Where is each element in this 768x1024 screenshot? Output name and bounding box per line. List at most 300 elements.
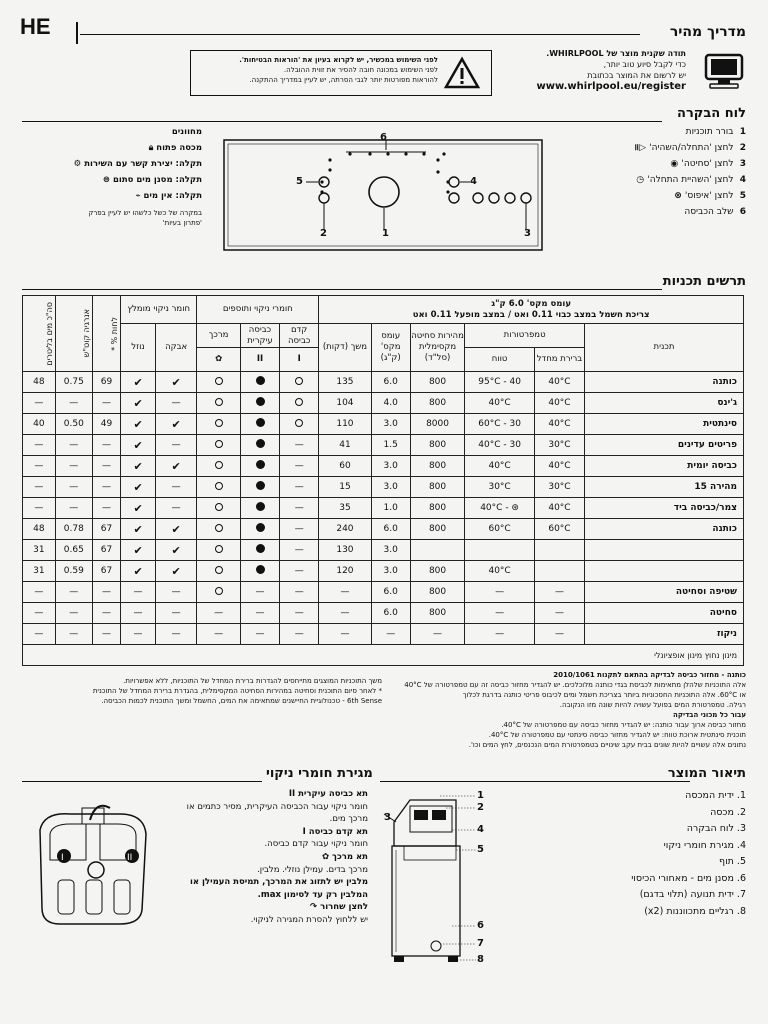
cell-soft [197, 561, 241, 582]
drawer-line: מרכך בדים. עמילן נוזלי. מלבין. [257, 864, 368, 875]
drawer-block-head: תא קדם כביסה I [302, 826, 368, 837]
cell-powder: ✔ [155, 540, 196, 561]
product-title: תיאור המוצר [667, 766, 746, 781]
softener-icon: ✿ [197, 348, 241, 372]
cell-pre: — [280, 540, 319, 561]
cell-spin: 800 [410, 561, 464, 582]
liquid-header: נוזל [121, 324, 156, 372]
cell-spin: 800 [410, 372, 464, 393]
range-header: טווח [465, 348, 535, 372]
spin-header: מהירות סחיטה מקסימלית (סל"ד) [410, 324, 464, 372]
cell-load: 6.0 [371, 582, 410, 603]
table-row [23, 603, 744, 624]
service-icon: ⚙ [73, 159, 82, 169]
cell-name [585, 540, 744, 561]
lock-icon: 🔒︎ [148, 143, 154, 153]
register-link[interactable]: www.whirlpool.eu/register [536, 81, 686, 92]
cell-powder: ✔ [155, 414, 196, 435]
cell-dur: 104 [319, 393, 371, 414]
cell-soft [197, 372, 241, 393]
cell-powder: — [155, 393, 196, 414]
drawer-line: חומר ניקוי עבור הכביסה העיקרית, מסיר כתמים או [186, 801, 368, 812]
energy-header: אנרגיה קוט"ש [55, 296, 92, 372]
cell-range: 40°C [465, 393, 535, 414]
table-row [23, 372, 744, 393]
cell-hum: — [92, 456, 120, 477]
cell-soft [197, 498, 241, 519]
cell-spin: — [410, 624, 464, 645]
table-row [23, 582, 744, 603]
callout-4: 4 [477, 824, 484, 835]
notes-right [386, 670, 746, 750]
mainwash-icon: II [240, 348, 279, 372]
page-title: מדריך מהיר [669, 24, 746, 40]
section-rule [22, 121, 662, 122]
max-load-header: עומס מקס' (ק"ג) [371, 324, 410, 372]
indicators-title: מחוונים [171, 127, 202, 137]
cell-spin: 800 [410, 603, 464, 624]
cell-energy: 0.65 [55, 540, 92, 561]
start-pause-icon: ▷॥ [633, 143, 646, 153]
cell-energy: 0.78 [55, 519, 92, 540]
cell-load: 4.0 [371, 393, 410, 414]
table-row [23, 540, 744, 561]
cell-water: — [23, 498, 56, 519]
cell-dur: 41 [319, 435, 371, 456]
panel-callout-3: 3 [524, 228, 531, 239]
filter-icon: ⊜ [102, 175, 111, 185]
cell-pre [280, 414, 319, 435]
cell-water: — [23, 435, 56, 456]
cell-energy: — [55, 456, 92, 477]
cell-main [240, 519, 279, 540]
cell-energy: — [55, 603, 92, 624]
cell-main [240, 393, 279, 414]
prewash-icon: I [302, 826, 306, 837]
cell-def: 40°C [534, 372, 584, 393]
cell-liquid: — [121, 624, 156, 645]
cell-powder: — [155, 582, 196, 603]
product-list [576, 788, 746, 920]
panel-callout-1: 1 [382, 228, 389, 239]
svg-text:I: I [61, 853, 64, 863]
cell-soft [197, 477, 241, 498]
prewash-header: קדם כביסה [280, 324, 319, 348]
note-line: 6th Sense - טכנולוגיית החיישנים שמתאימה את המים, החשמל ומשך התוכנית לכמות הכביסה. [101, 697, 382, 705]
section-rule [380, 781, 690, 782]
cell-load: 6.0 [371, 603, 410, 624]
cell-soft [197, 435, 241, 456]
cell-water: 48 [23, 372, 56, 393]
cell-range: 40°C [465, 561, 535, 582]
cell-main [240, 540, 279, 561]
cp-item: 1 בורר תוכניות [685, 127, 746, 137]
cell-hum: — [92, 393, 120, 414]
cell-def: — [534, 603, 584, 624]
programs-table [22, 295, 744, 666]
product-item: 7. ידית תנועה (תלוי בדגם) [639, 889, 746, 900]
cell-load: 3.0 [371, 477, 410, 498]
cell-hum: 67 [92, 540, 120, 561]
mainwash-icon: II [288, 789, 296, 799]
drawer-text [156, 788, 368, 927]
cell-energy: 0.75 [55, 372, 92, 393]
note-subtitle: עבור כל מכוני הבדיקה [673, 711, 746, 719]
cell-def: 30°C [534, 435, 584, 456]
cell-water: — [23, 603, 56, 624]
washer-diagram [380, 786, 490, 972]
warning-icon [443, 56, 481, 90]
svg-text:II: II [127, 853, 133, 863]
notes-left [22, 676, 382, 706]
cell-powder: ✔ [155, 519, 196, 540]
cell-soft [197, 393, 241, 414]
cell-pre: — [280, 561, 319, 582]
note-line: רגילה. טמפרטורת המים בפועל עשויה להיות שונה מזו הנקובה. [559, 701, 746, 709]
cell-load: — [371, 624, 410, 645]
warning-line: לפני השימוש במכשיר, יש לקרוא בעיון את 'הוראות הבטיחות'. [239, 56, 438, 64]
drawer-line: מרכך מים. [329, 814, 368, 825]
header-rule [80, 34, 640, 35]
cell-load: 6.0 [371, 519, 410, 540]
product-item: 4. מגירת חומרי ניקוי [663, 839, 746, 851]
drawer-diagram [30, 800, 154, 930]
callout-6: 6 [477, 920, 484, 931]
product-item: 3. לוח הבקרה [686, 823, 746, 834]
cell-liquid: ✔ [121, 414, 156, 435]
cell-range: 30°C [465, 477, 535, 498]
callout-5: 5 [477, 844, 484, 855]
cell-powder: — [155, 624, 196, 645]
cell-def: 40°C [534, 498, 584, 519]
callout-8: 8 [477, 954, 484, 965]
cell-range: — [465, 603, 535, 624]
note-line: נתונים אלה עשויים להיות שונים בבית עקב שינויים בטמפרטורת המים הנכנסים, לחץ המים וכו'. [468, 741, 746, 749]
cell-dur: 120 [319, 561, 371, 582]
program-header: תכנית [585, 324, 744, 372]
cell-liquid: — [121, 603, 156, 624]
cp-item: 3 לחצן 'סחיטה' ◉ [670, 159, 746, 169]
no-water-icon: ⌁ [135, 191, 141, 201]
cell-hum: — [92, 477, 120, 498]
spin-icon: ◉ [670, 159, 679, 169]
control-panel-list [586, 124, 746, 220]
cell-energy: — [55, 624, 92, 645]
cp-item: 4 לחצן 'השהיית התחלה' ◷ [636, 175, 746, 185]
language-code: HE [20, 14, 51, 39]
cp-item: 5 לחצן 'איפוס' ⊗ [674, 191, 746, 201]
warning-text [190, 55, 438, 85]
cell-liquid: ✔ [121, 372, 156, 393]
cell-spin [410, 540, 464, 561]
cell-soft [197, 540, 241, 561]
cell-liquid: — [121, 582, 156, 603]
cell-energy: — [55, 393, 92, 414]
cell-hum: — [92, 582, 120, 603]
note-line: מחזור כביסה ארוך עבור כותנה: יש להגדיר מחזור כביסה עם טמפרטורה של 40°C. [501, 721, 746, 729]
product-item: 2. מכסה [710, 806, 746, 818]
cell-dur: 15 [319, 477, 371, 498]
drawer-line: חומר ניקוי עבור קדם כביסה. [264, 839, 368, 850]
cell-spin: 800 [410, 456, 464, 477]
callout-7: 7 [477, 938, 484, 949]
mainwash-header: כביסה עיקרית [240, 324, 279, 348]
drawer-line: מלבין יש לתזוג את המרכך, תמיסת העמילן או [189, 877, 368, 888]
cell-name: כביסה יומית [585, 456, 744, 477]
cell-load: 1.0 [371, 498, 410, 519]
panel-callout-5: 5 [296, 176, 303, 187]
cell-spin: 800 [410, 582, 464, 603]
cell-range: — [465, 582, 535, 603]
drawer-line: המלבין רק עד לסימון max. [257, 889, 368, 900]
table-row [23, 393, 744, 414]
section-rule [22, 781, 262, 782]
cp-item: 2 לחצן 'התחלה/השהיה' ▷॥ [633, 143, 746, 153]
cell-pre: — [280, 603, 319, 624]
cell-powder: — [155, 603, 196, 624]
panel-callout-6: 6 [380, 132, 387, 143]
product-item: 8. רגליים מתכווננות (x2) [644, 905, 746, 917]
cell-liquid: ✔ [121, 456, 156, 477]
cell-load: 1.5 [371, 435, 410, 456]
softener-header: מרכך [197, 324, 241, 348]
temp-header: טמפרטורות [465, 324, 585, 348]
cell-main: — [240, 582, 279, 603]
note-line: תוכנית סינתטית ארוכת טווח: יש להגדיר מחזור כביסה סינתטי עם טמפרטורה של 40°C. [488, 731, 746, 739]
cell-range: ⊛ - 40°C [465, 498, 535, 519]
cell-powder: — [155, 498, 196, 519]
table-row [23, 477, 744, 498]
cell-name: פריטים עדינים [585, 435, 744, 456]
cell-water: 31 [23, 540, 56, 561]
cell-dur: 130 [319, 540, 371, 561]
cell-energy: — [55, 498, 92, 519]
table-row [23, 435, 744, 456]
note-title: כותנה - מחזור כביסה לבדיקה בהתאם לתקנות 2010/1061 [553, 671, 746, 679]
drawer-block-head: לחצן שחרור ↷ [310, 902, 368, 913]
duration-header: משך (דקות) [319, 324, 371, 372]
cell-dur: 35 [319, 498, 371, 519]
cell-powder: — [155, 477, 196, 498]
cell-spin: 800 [410, 435, 464, 456]
cell-load: 3.0 [371, 561, 410, 582]
cell-name: ג'ינס [585, 393, 744, 414]
cell-hum: — [92, 498, 120, 519]
cell-dur: 60 [319, 456, 371, 477]
cell-def: 30°C [534, 477, 584, 498]
cell-load: 3.0 [371, 414, 410, 435]
cell-dur: — [319, 603, 371, 624]
drawer-block-head: תא כביסה עיקרית II [288, 789, 368, 799]
cell-def: — [534, 624, 584, 645]
warning-line: לפני השימוש במכונה חובה להסיר את זווית ההובלה. [283, 66, 438, 74]
cell-dur: — [319, 582, 371, 603]
cell-energy: — [55, 477, 92, 498]
cell-main [240, 372, 279, 393]
product-item: 6. מסנן מים - מאחורי הכיסוי [631, 872, 746, 884]
panel-callout-4: 4 [470, 176, 477, 187]
cell-hum: 69 [92, 372, 120, 393]
cell-powder: ✔ [155, 456, 196, 477]
cell-dur: 135 [319, 372, 371, 393]
cp-item: 6 שלב הכביסה [684, 207, 746, 217]
table-row [23, 414, 744, 435]
cell-pre [280, 393, 319, 414]
callout-1: 1 [477, 790, 484, 801]
note-line: 'פתרון בעיות' [162, 219, 202, 227]
table-row [23, 561, 744, 582]
cell-hum: — [92, 603, 120, 624]
cell-water: — [23, 393, 56, 414]
cell-liquid: ✔ [121, 519, 156, 540]
cell-energy: 0.59 [55, 561, 92, 582]
cell-hum: — [92, 624, 120, 645]
cell-pre: — [280, 477, 319, 498]
cell-name: מהירה 15 [585, 477, 744, 498]
indicator-item: תקלה: מסנן מים סתום ⊜ [102, 175, 202, 185]
cell-pre: — [280, 582, 319, 603]
cell-spin: 800 [410, 477, 464, 498]
cell-hum: 67 [92, 519, 120, 540]
callout-2: 2 [477, 802, 484, 813]
cell-load: 6.0 [371, 372, 410, 393]
cell-hum: 49 [92, 414, 120, 435]
drawer-title: מגירת חומרי ניקוי [266, 766, 373, 781]
cell-water: 40 [23, 414, 56, 435]
cell-pre: — [280, 435, 319, 456]
cell-liquid: ✔ [121, 393, 156, 414]
reset-icon: ⊗ [674, 191, 682, 201]
programs-title: תרשים תכניות [662, 274, 746, 289]
lang-divider [76, 22, 78, 44]
cell-range [465, 540, 535, 561]
cell-range: 60°C [465, 519, 535, 540]
cell-spin: 8000 [410, 414, 464, 435]
cell-dur: 110 [319, 414, 371, 435]
cell-spin: 800 [410, 498, 464, 519]
cell-hum: 67 [92, 561, 120, 582]
cell-def: 40°C [534, 456, 584, 477]
cell-liquid: ✔ [121, 477, 156, 498]
product-item: 1. ידית המכסה [685, 790, 746, 801]
cell-main [240, 414, 279, 435]
cell-pre: — [280, 498, 319, 519]
cell-water: — [23, 582, 56, 603]
cell-def: 40°C [534, 393, 584, 414]
cell-pre [280, 372, 319, 393]
note-line: במקרה של כשל כלשהו יש לעיין בפרק [88, 209, 202, 217]
cell-name: כותנה [585, 519, 744, 540]
indicator-item: תקלה: יצירת קשר עם השירות ⚙ [73, 159, 202, 169]
table-legend: מינון נחוץ מינון אופציונלי [23, 645, 744, 666]
table-row [23, 519, 744, 540]
cell-soft: — [197, 624, 241, 645]
cell-main [240, 498, 279, 519]
control-panel-title: לוח הבקרה [677, 106, 746, 121]
cell-name: סינתטית [585, 414, 744, 435]
cell-main [240, 435, 279, 456]
cell-energy: 0.50 [55, 414, 92, 435]
thanks-line: יש לרשום את המוצר בכתובת [587, 71, 686, 80]
cell-load: 3.0 [371, 540, 410, 561]
note-line: משך התוכניות המוצגים מתייחסים להגדרות ברירת המחדל של התוכניות, ללא אפשרויות. [123, 677, 382, 685]
cell-def: — [534, 582, 584, 603]
cell-powder: ✔ [155, 561, 196, 582]
cell-dur: 240 [319, 519, 371, 540]
drawer-line: יש ללחוץ להסרת המגירה לניקוי. [250, 914, 368, 925]
prewash-icon: I [280, 348, 319, 372]
cell-def: 40°C [534, 414, 584, 435]
cell-def [534, 540, 584, 561]
cell-liquid: ✔ [121, 540, 156, 561]
cell-water: — [23, 456, 56, 477]
cell-main: — [240, 624, 279, 645]
cell-pre: — [280, 624, 319, 645]
table-row [23, 456, 744, 477]
cell-soft: — [197, 603, 241, 624]
cell-liquid: ✔ [121, 498, 156, 519]
cell-name: צמר/כביסה ביד [585, 498, 744, 519]
indicator-note [22, 208, 202, 228]
cell-liquid: ✔ [121, 435, 156, 456]
cell-soft [197, 582, 241, 603]
indicators-list [22, 124, 202, 204]
warning-line: להוראות מפורטות יותר לגבי הסרתה, יש לעיין במדריך ההתקנה. [249, 76, 438, 84]
cell-range: 40°C [465, 456, 535, 477]
delay-clock-icon: ◷ [636, 175, 645, 185]
cell-water: 31 [23, 561, 56, 582]
cell-main [240, 456, 279, 477]
detergents-header: חומרי ניקוי ותוספים [197, 296, 319, 324]
cell-soft [197, 414, 241, 435]
cell-range: 30 - 60°C [465, 414, 535, 435]
indicator-item: מכסה פתוח 🔒︎ [148, 143, 202, 153]
cell-range: 40 - 95°C [465, 372, 535, 393]
cell-main [240, 561, 279, 582]
cell-main: — [240, 603, 279, 624]
cell-powder: ✔ [155, 372, 196, 393]
load-header: עומס מקס' 6.0 ק"ג צריכת חשמל במצב כבוי 0.11 ואט / במצב מופעל 0.11 ואט [319, 296, 744, 324]
computer-icon [702, 52, 746, 92]
table-row [23, 498, 744, 519]
indicator-item: תקלה: אין מים ⌁ [135, 191, 202, 201]
cell-range: 30 - 40°C [465, 435, 535, 456]
water-header: סה"כ מים בליטרים [23, 296, 56, 372]
cell-water: — [23, 624, 56, 645]
humidity-header: לחות % * [92, 296, 120, 372]
callout-3: 3 [384, 812, 391, 823]
cell-name [585, 561, 744, 582]
rec-detergent-header: חומר ניקוי מומלץ [121, 296, 197, 324]
cell-hum: — [92, 435, 120, 456]
cell-liquid: ✔ [121, 561, 156, 582]
section-rule [22, 289, 662, 290]
cell-spin: 800 [410, 519, 464, 540]
drawer-block-head: תא מרכך ✿ [321, 851, 368, 862]
cell-energy: — [55, 435, 92, 456]
cell-spin: 800 [410, 393, 464, 414]
thanks-line: כדי לקבל סיוע טוב יותר, [603, 60, 686, 69]
cell-name: שטיפה וסחיטה [585, 582, 744, 603]
cell-water: — [23, 477, 56, 498]
cell-soft [197, 519, 241, 540]
cell-load: 3.0 [371, 456, 410, 477]
cell-energy: — [55, 582, 92, 603]
note-line: * לאחר סיום התוכנית וסחיטה במהירות הסחיטה המקסימלית, בהגדרת ברירת המחדל של התוכנית [92, 687, 382, 695]
cell-dur: — [319, 624, 371, 645]
cell-def: 60°C [534, 519, 584, 540]
cell-soft [197, 456, 241, 477]
